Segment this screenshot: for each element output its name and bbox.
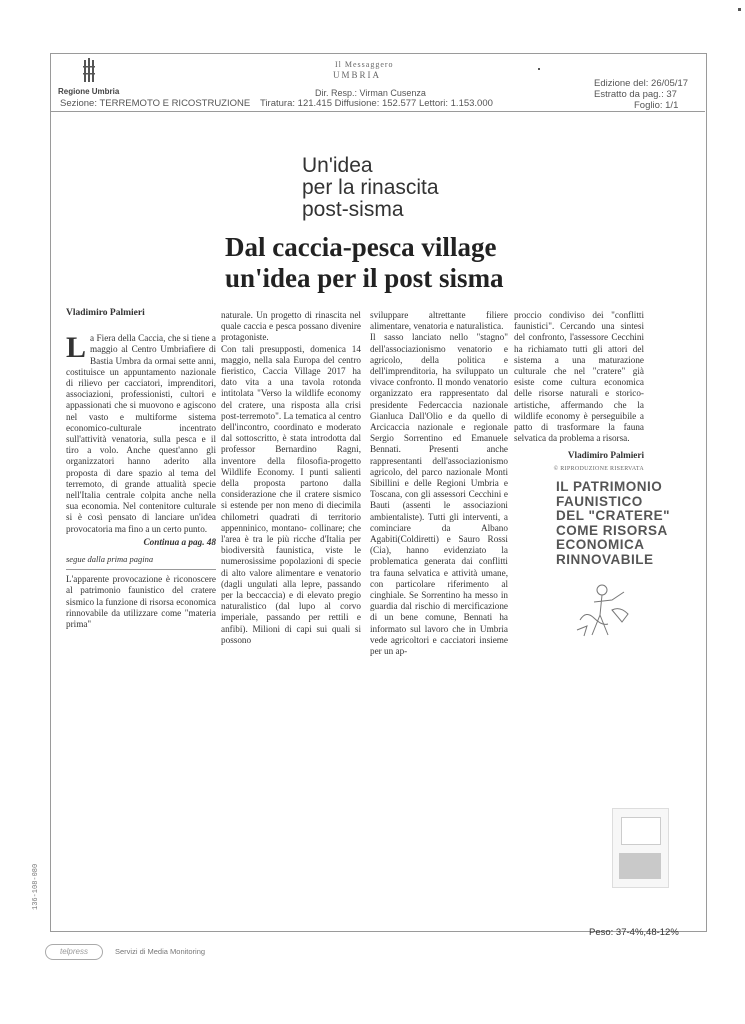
drop-cap: L [66, 331, 87, 365]
article-paragraph: proccio condiviso dei "conflitti faunistici". Cercando una sintesi del confronto, l'assessore Cecchini ha richiamato tutti gli attori del sistema a una maturazione culturale che nel "cratere" già esiste come cultura economica delle risorse naturali e storico-artistiche, affermando che la wildlife economy è perseguibile a patto di trasformare la fauna selvatica da problema a risorsa. [514, 310, 644, 444]
article-paragraph: L'apparente provocazione è riconoscere al patrimonio faunistico del cratere sismico la funzione di risorsa economica rinnovabile da utilizzare come "materia prima" [66, 574, 216, 630]
article-column-1 [66, 308, 216, 630]
magazine-thumbnail [612, 808, 669, 888]
pull-quote-line: RINNOVABILE [556, 551, 654, 567]
side-code: 136-108-080 [32, 863, 40, 910]
weight-label: Peso: 37-4%,48-12% [589, 927, 679, 938]
article-column-4 [514, 310, 644, 475]
headline-line: Dal caccia-pesca village [225, 232, 497, 262]
pull-quote-line: ECONOMICA [556, 537, 645, 552]
scan-mark [538, 68, 540, 70]
telpress-logo: telpress [45, 944, 103, 960]
article-kicker [302, 155, 439, 221]
pull-quote-line: COME RISORSA [556, 522, 668, 538]
thumbnail-image-block [619, 853, 661, 879]
kicker-line: per la rinascita [302, 176, 439, 199]
article-paragraph: sviluppare altrettante filiere alimentare, venatoria e naturalistica. [370, 310, 508, 332]
article-paragraph: naturale. Un progetto di rinascita nel quale caccia e pesca possano divenire protagoniste. [221, 310, 361, 343]
article-signature: Vladimiro Palmieri [567, 450, 644, 461]
article-column-3 [370, 310, 508, 657]
paragraph-text: a Fiera della Caccia, che si tiene a maggio al Centro Umbriafiere di Bastia Umbra da ormai sette anni, costituisce un appuntamento nazionale di rilievo per cacciatori, imprenditori, associazioni, professionisti, cultori e appassionati che si muovono e agiscono nel vasto e multiforme sistema economico-culturale incentrato sull'attività venatoria, sulla pesca e il tiro a volo. Anche quest'anno gli organizzatori hanno aderito alla proposta di dare spazio al tema del terremoto, di grande attualità specie nell'Italia centrale colpita anche nella sua economia. Nel contenitore culturale si è così pensato di lanciare un'idea provocatoria ma fino a un certo punto. [66, 333, 216, 534]
circulation-stats: Tiratura: 121.415 Diffusione: 152.577 Lettori: 1.153.000 [260, 98, 493, 109]
article-paragraph: Il sasso lanciato nello "stagno" dell'associazionismo venatorio e agricolo, della politica e dell'imprenditoria, ha sviluppato un vivace confronto. Il mondo venatorio organizzato era rappresentato dal presidente Federcaccia nazionale Gianluca Dall'Olio e da quello di Arcicaccia nazionale e regionale Sergio Sorrentino ed Emanuele Bennati. Presenti anche rappresentanti dell'associazionismo agricolo, del parco nazionale Monti Sibillini e delle Regioni Umbria e Toscana, con gli assessori Cecchini e Bauti (assenti le associazioni ambientaliste). Tutti gli interventi, a cominciare da Albano Agabiti(Coldiretti) e Sauro Rossi (Cia), hanno evidenziato la problematica generata dai conflitti tra fauna selvatica e attività umane, con particolare riferimento al cinghiale. Se Sorrentino ha messo in guardia dal rischio di mercificazione di un bene comune, Bennati ha informato sul lavoro che in Umbria vede agricoltori e cacciatori insieme per un ap- [370, 332, 508, 657]
article-paragraph [66, 333, 216, 535]
headline-line: un'idea per il post sisma [225, 263, 504, 293]
newspaper-edition-name: UMBRIA [333, 70, 382, 80]
kicker-line: Un'idea [302, 154, 373, 177]
edition-date: Edizione del: 26/05/17 [594, 78, 689, 89]
article-headline [225, 232, 504, 294]
pull-quote-line: DEL "CRATERE" [556, 508, 671, 523]
article-paragraph: Con tali presupposti, domenica 14 maggio, nella sala Europa del centro fieristico, Caccia Village 2017 ha dato vita a una tavola rotonda intitolata "Verso la wildlife economy del cratere, una risposta alla crisi post-terremoto". La tematica al centro dell'incontro, coordinato e moderato dal sottoscritto, è stata introdotta dal professor Bernardino Ragni, inventore della filosofia-progetto Wildlife Economy. I punti salienti della proposta partono dalla considerazione che il cratere sismico si estende per non meno di diecimila chilometri quadrati di territorio appenninico, montano- collinare; che l'area è tra le più ricche d'Italia per biodiversità faunistica, viste le numerosissime popolazioni di specie di alto valore alimentare e venatorio (dagli ungulati alla lepre, passando per la beccaccia) e di elevato pregio naturalistico (dal lupo al corvo imperiale, passando per rettili e anfibi). Milioni di capi sui quali si possono [221, 343, 361, 645]
continue-note: Continua a pag. 48 [143, 536, 216, 547]
media-monitoring-label: Servizi di Media Monitoring [115, 947, 206, 956]
section-label: Sezione: TERREMOTO E RICOSTRUZIONE [60, 98, 251, 109]
hunting-scene-illustration [572, 580, 632, 638]
pull-quote-line: FAUNISTICO [556, 493, 643, 509]
extract-page: Estratto da pag.: 37 [594, 89, 677, 100]
director-label: Dir. Resp.: Virman Cusenza [315, 88, 426, 98]
copyright-note: © RIPRODUZIONE RISERVATA [553, 465, 644, 472]
article-byline: Vladimiro Palmieri [66, 308, 145, 318]
kicker-line: post-sisma [302, 198, 404, 221]
newspaper-masthead: Il Messaggero [335, 60, 394, 69]
regione-umbria-logo-icon [83, 58, 95, 84]
thumbnail-text-block [621, 817, 661, 845]
article-column-2 [221, 310, 361, 646]
region-label: Regione Umbria [58, 87, 120, 96]
scan-mark [738, 8, 741, 11]
pull-quote-line: IL PATRIMONIO [556, 479, 663, 494]
pull-quote [556, 480, 670, 567]
header-divider [50, 111, 705, 112]
sheet-number: Foglio: 1/1 [634, 100, 679, 111]
continued-from-note: segue dalla prima pagina [66, 554, 216, 570]
